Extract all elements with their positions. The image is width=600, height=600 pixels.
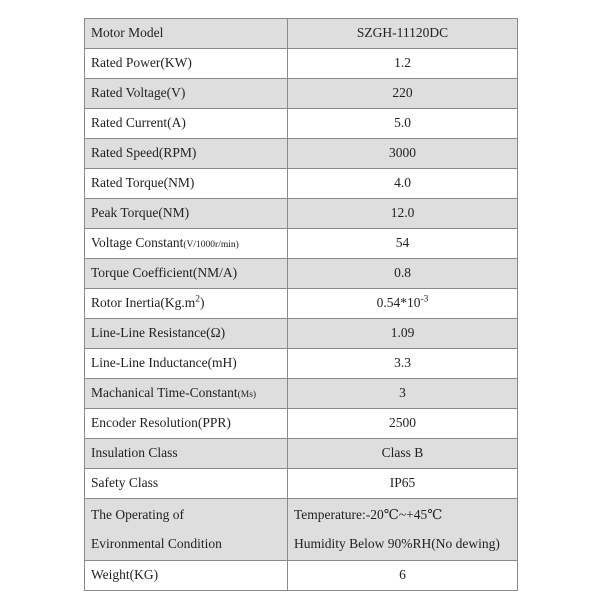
row-label: Rated Power(KW) bbox=[85, 49, 288, 79]
table-row bbox=[85, 109, 518, 139]
row-label bbox=[85, 229, 288, 259]
row-value: 3000 bbox=[288, 139, 518, 169]
table-row bbox=[85, 561, 518, 591]
table-row bbox=[85, 379, 518, 409]
row-value: 12.0 bbox=[288, 199, 518, 229]
table-row bbox=[85, 439, 518, 469]
table-row bbox=[85, 79, 518, 109]
table-row bbox=[85, 49, 518, 79]
value-line-2: Humidity Below 90%RH(No dewing) bbox=[294, 535, 500, 551]
table-row bbox=[85, 259, 518, 289]
label-end: ) bbox=[199, 295, 205, 311]
row-label bbox=[85, 379, 288, 409]
value-exponent: -3 bbox=[420, 294, 429, 305]
row-label bbox=[85, 499, 288, 561]
row-label: Line-Line Resistance(Ω) bbox=[85, 319, 288, 349]
table-row bbox=[85, 409, 518, 439]
row-label: Rated Speed(RPM) bbox=[85, 139, 288, 169]
table-row bbox=[85, 499, 518, 561]
row-label: Motor Model bbox=[85, 19, 288, 49]
table-row bbox=[85, 319, 518, 349]
row-label: Safety Class bbox=[85, 469, 288, 499]
value-line-1: Temperature:-20℃~+45℃ bbox=[294, 506, 443, 522]
row-value: 3.3 bbox=[288, 349, 518, 379]
label-text: Voltage Constant bbox=[91, 235, 184, 251]
table-row bbox=[85, 199, 518, 229]
row-value: 220 bbox=[288, 79, 518, 109]
row-value: 0.8 bbox=[288, 259, 518, 289]
row-value: 5.0 bbox=[288, 109, 518, 139]
row-label: Peak Torque(NM) bbox=[85, 199, 288, 229]
row-value: 2500 bbox=[288, 409, 518, 439]
row-value: Class B bbox=[288, 439, 518, 469]
table-row bbox=[85, 289, 518, 319]
row-label: Rated Voltage(V) bbox=[85, 79, 288, 109]
row-label: Insulation Class bbox=[85, 439, 288, 469]
row-value: 6 bbox=[288, 561, 518, 591]
row-value bbox=[288, 499, 518, 561]
label-unit: (Ms) bbox=[237, 390, 257, 401]
table-row bbox=[85, 19, 518, 49]
row-label bbox=[85, 289, 288, 319]
row-value: 1.09 bbox=[288, 319, 518, 349]
row-value: 4.0 bbox=[288, 169, 518, 199]
row-label: Torque Coefficient(NM/A) bbox=[85, 259, 288, 289]
row-label: Rated Torque(NM) bbox=[85, 169, 288, 199]
label-line-2: Evironmental Condition bbox=[91, 535, 222, 551]
table-row bbox=[85, 349, 518, 379]
table-row bbox=[85, 139, 518, 169]
table-row bbox=[85, 469, 518, 499]
row-value: 54 bbox=[288, 229, 518, 259]
row-label: Weight(KG) bbox=[85, 561, 288, 591]
label-text: Rotor Inertia(Kg.m bbox=[91, 295, 196, 311]
row-label: Rated Current(A) bbox=[85, 109, 288, 139]
row-value: 1.2 bbox=[288, 49, 518, 79]
label-unit: (V/1000r/min) bbox=[183, 240, 239, 251]
motor-spec-table bbox=[84, 18, 518, 591]
row-value bbox=[288, 289, 518, 319]
row-value: IP65 bbox=[288, 469, 518, 499]
label-superscript: 2 bbox=[195, 294, 200, 305]
label-line-1: The Operating of bbox=[91, 506, 184, 522]
table-row bbox=[85, 169, 518, 199]
row-label: Line-Line Inductance(mH) bbox=[85, 349, 288, 379]
table-row bbox=[85, 229, 518, 259]
value-text: 0.54*10 bbox=[376, 295, 421, 311]
row-value: SZGH-11120DC bbox=[288, 19, 518, 49]
row-value: 3 bbox=[288, 379, 518, 409]
label-text: Machanical Time-Constant bbox=[91, 385, 238, 401]
row-label: Encoder Resolution(PPR) bbox=[85, 409, 288, 439]
